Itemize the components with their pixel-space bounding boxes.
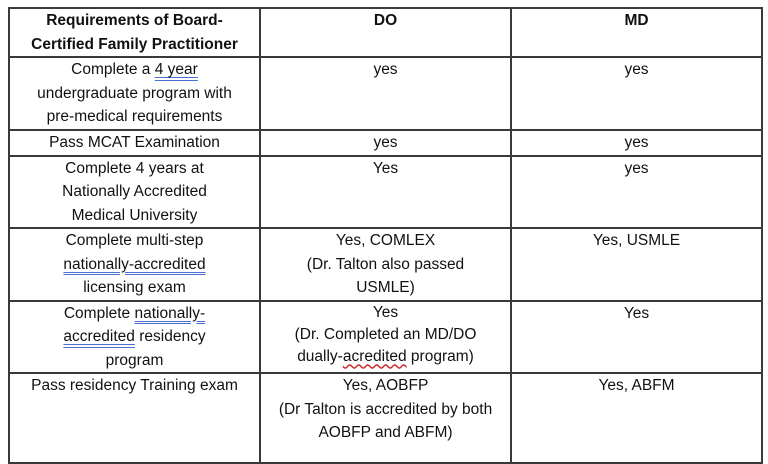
table-row bbox=[9, 301, 762, 374]
header-do: DO bbox=[260, 8, 511, 57]
header-line: Requirements of Board- bbox=[46, 12, 223, 29]
table-row bbox=[9, 156, 762, 229]
md-cell: Yes bbox=[511, 301, 762, 374]
text: Complete bbox=[63, 304, 135, 322]
requirement-cell: Pass residency Training exam bbox=[9, 373, 260, 463]
note-text: (Dr Talton is accredited by both AOBFP and ABFM) bbox=[278, 400, 493, 441]
text: Yes, AOBFP bbox=[342, 377, 429, 394]
table-row bbox=[9, 57, 762, 130]
note-text: (Dr. Completed an MD/DO bbox=[294, 325, 477, 343]
text: program) bbox=[406, 347, 474, 365]
text: Yes, COMLEX bbox=[335, 232, 436, 249]
do-cell bbox=[260, 373, 511, 463]
do-cell bbox=[260, 228, 511, 301]
requirement-cell: Complete 4 years at Nationally Accredited Medical University bbox=[9, 156, 260, 229]
do-cell: Yes bbox=[260, 156, 511, 229]
note-text-line bbox=[265, 346, 506, 368]
text: dually- bbox=[297, 347, 343, 365]
note-text: (Dr. Talton also passed USMLE) bbox=[306, 255, 465, 296]
requirement-cell bbox=[9, 57, 260, 130]
requirement-cell bbox=[9, 228, 260, 301]
requirement-cell: Pass MCAT Examination bbox=[9, 130, 260, 156]
text: licensing exam bbox=[83, 279, 186, 296]
md-cell: yes bbox=[511, 156, 762, 229]
text: Complete a bbox=[71, 61, 155, 78]
md-cell: yes bbox=[511, 130, 762, 156]
table-row bbox=[9, 373, 762, 463]
text: undergraduate program with pre-medical requirements bbox=[37, 84, 232, 125]
md-cell: Yes, USMLE bbox=[511, 228, 762, 301]
md-cell: Yes, ABFM bbox=[511, 373, 762, 463]
grammar-flagged-text: 4 year bbox=[154, 61, 198, 78]
requirements-table bbox=[8, 7, 763, 464]
header-line: Certified Family Practitioner bbox=[31, 35, 238, 53]
text: Complete multi-step bbox=[65, 232, 204, 249]
grammar-flagged-text: nationally-accredited bbox=[63, 255, 206, 273]
text: residency program bbox=[105, 328, 206, 369]
table-row bbox=[9, 228, 762, 301]
grammar-flagged-text: nationally-accredited bbox=[63, 304, 206, 345]
header-md: MD bbox=[511, 8, 762, 57]
header-row bbox=[9, 8, 762, 57]
requirement-cell bbox=[9, 301, 260, 374]
text: Yes bbox=[372, 303, 399, 321]
spelling-flagged-text: acredited bbox=[342, 347, 407, 365]
do-cell bbox=[260, 301, 511, 374]
do-cell: yes bbox=[260, 57, 511, 130]
md-cell: yes bbox=[511, 57, 762, 130]
do-cell: yes bbox=[260, 130, 511, 156]
table-row bbox=[9, 130, 762, 156]
header-requirements bbox=[9, 8, 260, 57]
